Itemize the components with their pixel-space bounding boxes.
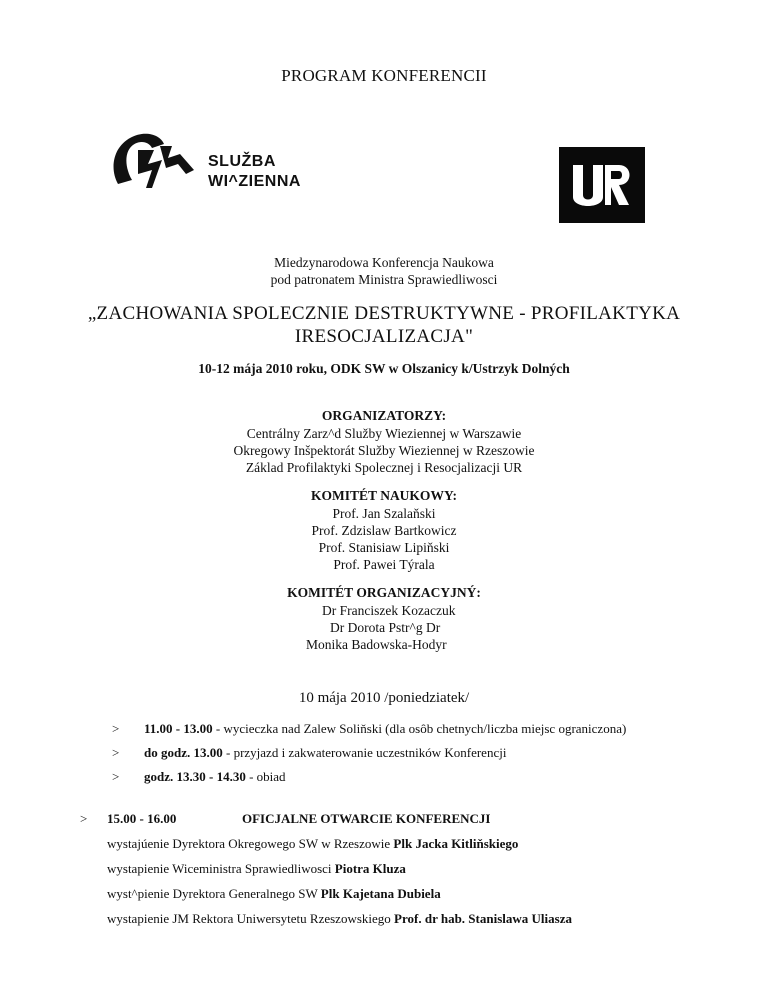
sw-logo-text [208,152,301,192]
sw-logo-line2: WI^ZIENNA [208,173,301,190]
sw-logo-line1: SLUŽBA [208,153,276,170]
intro-line2: pod patronatem Ministra Sprawiedliwosci [270,272,498,287]
schedule-time: godz. 13.30 - 14.30 [144,769,246,784]
speech-text: wystapienie Wiceministra Sprawiedliwosci [107,861,335,876]
bullet-arrow-icon: > [112,745,120,760]
bullet-arrow-icon: > [112,721,120,736]
speaker-name: Prof. dr hab. Stanislawa Uliasza [394,911,572,926]
sw-emblem-icon [108,130,200,192]
speech-text: wystapienie JM Rektora Uniwersytetu Rzeszowskiego [107,911,395,926]
committee-member: Prof. Zdzislaw Bartkowicz [311,523,457,538]
day-heading: 10 mája 2010 /poniedziatek/ [298,690,470,706]
speech-text: wystajúenie Dyrektora Okregowego SW w Rzeszowie [107,836,394,851]
speech-item [107,911,572,927]
speaker-name: Plk Kajetana Dubiela [320,886,441,901]
bullet-arrow-icon: > [80,811,88,826]
opening-session-title: OFICJALNE OTWARCIE KONFERENCJI [242,811,491,826]
committee-member: Dr Dorota Pstr^g Dr [330,620,441,635]
speaker-name: Plk Jacka Kitliňskiego [393,836,519,851]
conference-date-place: 10-12 mája 2010 roku, ODK SW w Olszanicy k/Ustrzyk Dolných [198,361,570,376]
committee-member: Prof. Stanisiaw Lipiňski [318,540,450,555]
organizers-heading: ORGANIZATORZY: [321,408,447,423]
conference-title-line2: IRESOCJALIZACJA" [294,326,474,347]
committee-member: Dr Franciszek Kozaczuk [322,603,456,618]
page-title: PROGRAM KONFERENCII [281,66,487,85]
speech-item [107,886,441,902]
schedule-item [144,745,506,761]
organizer-item: Centrálny Zarz^d Služby Wieziennej w Warszawie [246,426,522,441]
schedule-text: - wycieczka nad Zalew Soliňski (dla osôb chetnych/liczba miejsc ograniczona) [212,721,627,736]
schedule-text: - przyjazd i zakwaterowanie uczestników Konferencji [222,745,507,760]
organizer-item: Základ Profilaktyki Spolecznej i Resocjalizacji UR [245,460,523,475]
conference-title [0,302,768,348]
committee-member: Monika Badowska-Hodyr [306,637,447,652]
organizer-item: Okregowy Inšpektorát Služby Wieziennej w Rzeszowie [233,443,535,458]
committee-member: Prof. Pawei Týrala [333,557,435,572]
speech-item [107,836,518,852]
organizing-committee-heading: KOMITÉT ORGANIZACYJNÝ: [287,585,481,600]
conference-title-line1: „ZACHOWANIA SPOLECZNIE DESTRUKTYWNE - PROFILAKTYKA [87,303,681,324]
opening-session-time: 15.00 - 16.00 [107,811,177,826]
bullet-arrow-icon: > [112,769,120,784]
speech-item [107,861,406,877]
speaker-name: Piotra Kluza [334,861,406,876]
speech-text: wyst^pienie Dyrektora Generalnego SW [107,886,321,901]
schedule-time: do godz. 13.00 [144,745,223,760]
schedule-item [144,721,626,737]
ur-logo-icon [559,147,645,223]
schedule-item [144,769,286,785]
scientific-committee-heading: KOMITÉT NAUKOWY: [311,488,457,503]
intro-line1: Miedzynarodowa Konferencja Naukowa [274,255,494,270]
schedule-time: 11.00 - 13.00 [144,721,213,736]
committee-member: Prof. Jan Szalaňski [332,506,436,521]
schedule-text: - obiad [245,769,286,784]
